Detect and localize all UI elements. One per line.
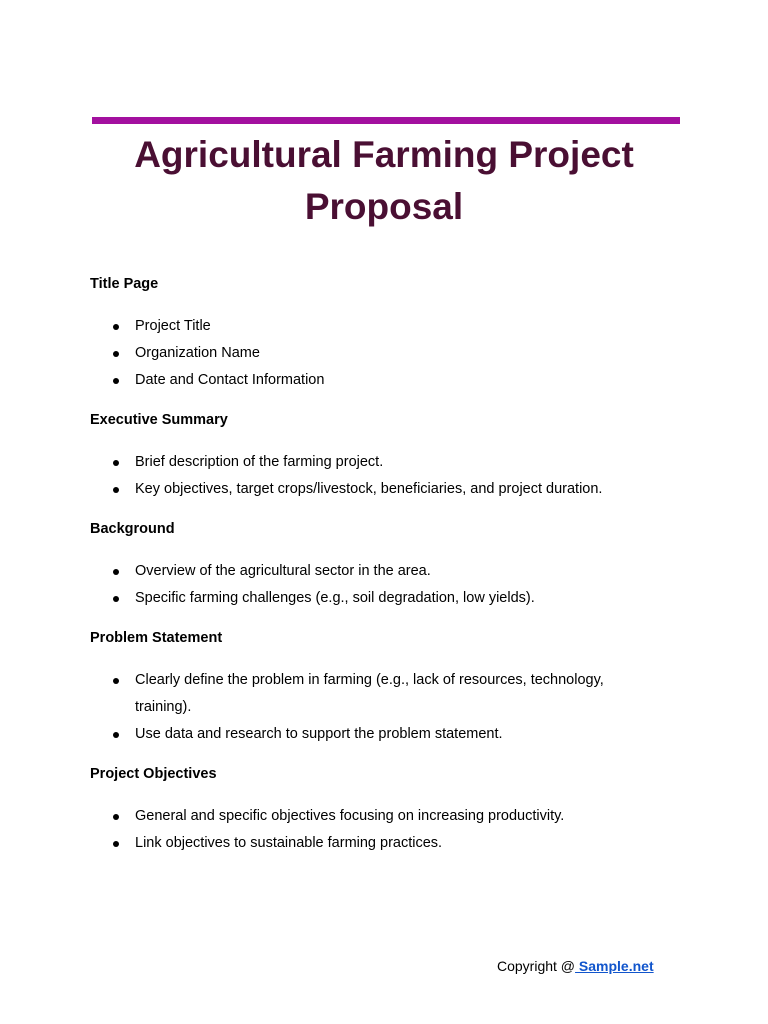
bullet-dot-icon xyxy=(113,841,119,847)
bullet-list xyxy=(90,667,690,748)
bullet-text: Organization Name xyxy=(135,345,260,361)
bullet-text: Key objectives, target crops/livestock, beneficiaries, and project duration. xyxy=(135,481,603,497)
sample-net-link[interactable]: Sample.net xyxy=(575,958,654,974)
section-heading: Background xyxy=(90,521,175,537)
bullet-item xyxy=(90,830,690,857)
bullet-text: Specific farming challenges (e.g., soil degradation, low yields). xyxy=(135,590,535,606)
section-heading: Project Objectives xyxy=(90,766,217,782)
bullet-item xyxy=(90,476,690,503)
bullet-item xyxy=(90,585,690,612)
bullet-list xyxy=(90,558,690,612)
bullet-text-continuation: training). xyxy=(135,699,192,715)
bullet-text: Brief description of the farming project. xyxy=(135,454,384,470)
bullet-text: Use data and research to support the problem statement. xyxy=(135,726,503,742)
section-heading: Problem Statement xyxy=(90,630,223,646)
section-heading: Title Page xyxy=(90,276,159,292)
bullet-list xyxy=(90,803,690,857)
bullet-item xyxy=(90,449,690,476)
bullet-dot-icon xyxy=(113,732,119,738)
section-title-page xyxy=(90,272,690,394)
bullet-text: Date and Contact Information xyxy=(135,372,325,388)
bullet-text: Project Title xyxy=(135,318,211,334)
bullet-dot-icon xyxy=(113,569,119,575)
bullet-dot-icon xyxy=(113,596,119,602)
section-executive-summary xyxy=(90,408,690,503)
bullet-item xyxy=(90,721,690,748)
document-title-line: Agricultural Farming Project xyxy=(134,134,634,175)
copyright-text: Copyright @ xyxy=(497,958,576,974)
section-background xyxy=(90,517,690,612)
bullet-item xyxy=(90,667,690,721)
document-title xyxy=(92,129,676,233)
bullet-text: General and specific objectives focusing on increasing productivity. xyxy=(135,808,565,824)
bullet-dot-icon xyxy=(113,487,119,493)
bullet-dot-icon xyxy=(113,814,119,820)
bullet-dot-icon xyxy=(113,678,119,684)
bullet-text: Overview of the agricultural sector in the area. xyxy=(135,563,431,579)
document-body xyxy=(90,272,690,871)
bullet-dot-icon xyxy=(113,460,119,466)
bullet-item xyxy=(90,558,690,585)
title-accent-rule xyxy=(92,117,680,124)
bullet-text: Clearly define the problem in farming (e.g., lack of resources, technology, xyxy=(135,672,604,688)
bullet-text: Link objectives to sustainable farming practices. xyxy=(135,835,443,851)
bullet-item xyxy=(90,313,690,340)
bullet-dot-icon xyxy=(113,324,119,330)
section-heading: Executive Summary xyxy=(90,412,228,428)
bullet-item xyxy=(90,367,690,394)
bullet-list xyxy=(90,449,690,503)
bullet-item xyxy=(90,340,690,367)
section-problem-statement xyxy=(90,626,690,748)
bullet-dot-icon xyxy=(113,378,119,384)
bullet-list xyxy=(90,313,690,394)
bullet-dot-icon xyxy=(113,351,119,357)
bullet-item xyxy=(90,803,690,830)
section-project-objectives xyxy=(90,762,690,857)
copyright-footer xyxy=(497,956,654,976)
document-title-line: Proposal xyxy=(304,186,464,227)
